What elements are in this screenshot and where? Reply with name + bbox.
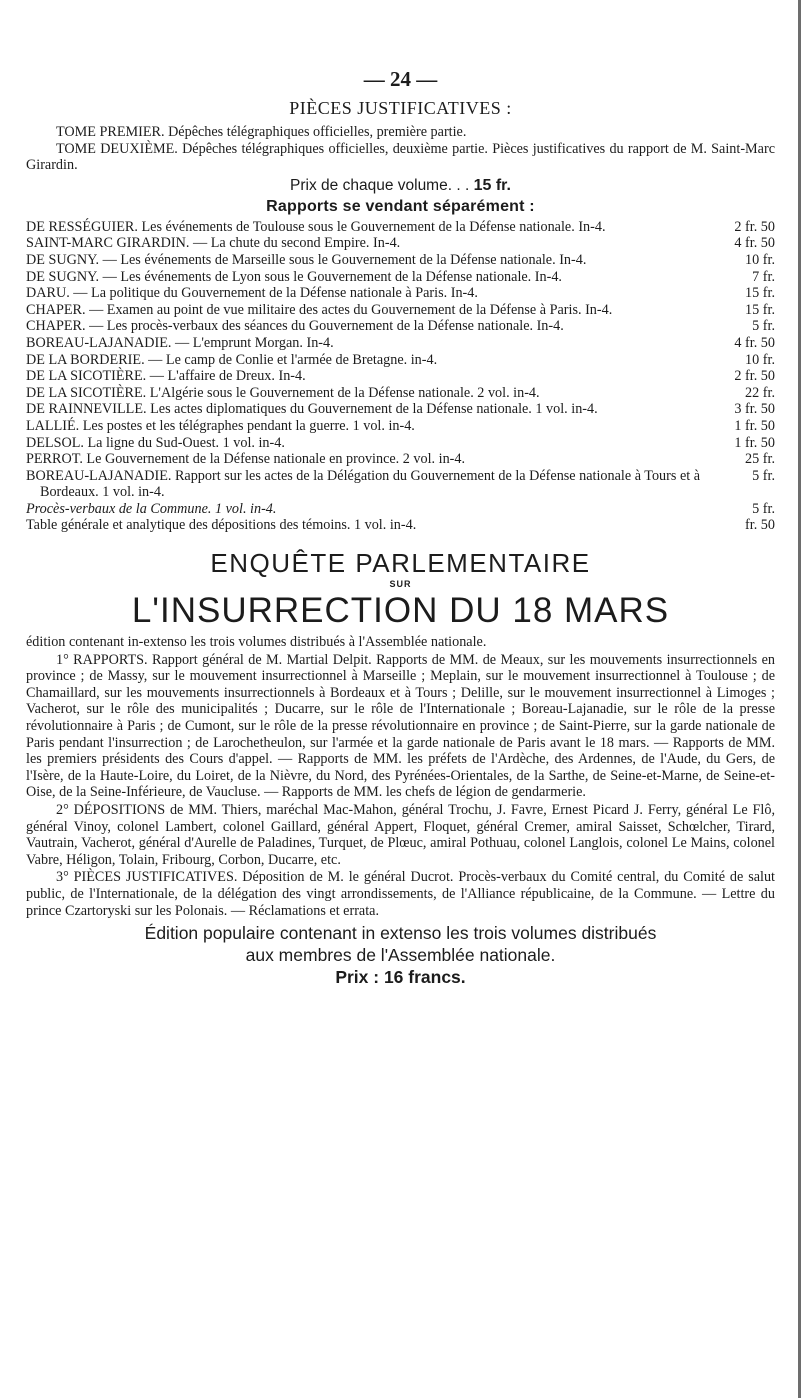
rapport-price: 2 fr. 50: [734, 218, 775, 235]
rapport-title: DE LA SICOTIÈRE. — L'affaire de Dreux. In-4.: [26, 368, 306, 385]
rapport-title: DE SUGNY. — Les événements de Marseille sous le Gouvernement de la Défense nationale. In-4.: [26, 251, 587, 268]
prix-volume-label: Prix de chaque volume. . .: [290, 176, 470, 194]
rapport-title: CHAPER. — Les procès-verbaux des séances du Gouvernement de la Défense nationale. In-4.: [26, 318, 564, 335]
prix-volume-value: 15 fr.: [473, 176, 511, 194]
rapport-item: [26, 468, 775, 501]
rapport-title: PERROT. Le Gouvernement de la Défense nationale en province. 2 vol. in-4.: [26, 451, 466, 468]
rapport-price: 5 fr.: [752, 318, 775, 335]
rapport-title: DE RESSÉGUIER. Les événements de Toulouse sous le Gouvernement de la Défense nationale. In-4.: [26, 218, 606, 235]
rapport-price: 3 fr. 50: [734, 401, 775, 418]
pieces-justificatives-heading: PIÈCES JUSTIFICATIVES :: [289, 98, 512, 118]
rapport-price: 5 fr.: [752, 467, 775, 484]
edition-populaire-line: Édition populaire contenant in extenso les trois volumes distribués: [144, 923, 657, 944]
rapport-item: [26, 451, 775, 468]
rapport-price: 7 fr.: [752, 268, 775, 285]
rapport-title: DE SUGNY. — Les événements de Lyon sous le Gouvernement de la Défense nationale. In-4.: [26, 268, 562, 285]
rapport-item: [26, 368, 775, 385]
rapport-title: DARU. — La politique du Gouvernement de la Défense nationale à Paris. In-4.: [26, 285, 478, 302]
rapport-item: [26, 302, 775, 319]
rapport-price: 25 fr.: [745, 451, 775, 468]
prix-volume: [26, 176, 775, 196]
rapport-price: 4 fr. 50: [734, 334, 775, 351]
rapport-price: 22 fr.: [745, 384, 775, 401]
rapport-item: [26, 318, 775, 335]
rapport-title: BOREAU-LAJANADIE. — L'emprunt Morgan. In-4.: [26, 334, 334, 351]
rapport-price: 10 fr.: [745, 351, 775, 368]
rapport-price: 4 fr. 50: [734, 235, 775, 252]
rapport-item: [26, 418, 775, 435]
rapport-item: [26, 269, 775, 286]
edition-intro: édition contenant in-extenso les trois volumes distribués à l'Assemblée nationale.: [26, 634, 487, 651]
rapport-price: 1 fr. 50: [734, 434, 775, 451]
rapport-price: 15 fr.: [745, 285, 775, 302]
rapport-price: 2 fr. 50: [734, 368, 775, 385]
section-depositions: 2° DÉPOSITIONS de MM. Thiers, maréchal Mac-Mahon, général Trochu, J. Favre, Ernest Picard J. Ferry, général Le Flô, général Vinoy, colonel Lambert, colonel Gaillard, général Appert, Floquet, général Cremer, amiral Saisset, Schœlcher, Tirard, Vautrain, Vacherot, général d'Aurelle de Paladines, Turquet, de Plœuc, amiral Pothuau, colonel Langlois, colonel Le Mains, colonel Vabre, Héligon, Tolain, Fribourg, Corbon, Ducarre, etc.: [26, 802, 775, 868]
section-rapports: 1° RAPPORTS. Rapport général de M. Martial Delpit. Rapports de MM. de Meaux, sur les mouvements insurrectionnels en province ; de Massy, sur le mouvement insurrectionnel à Marseille ; Meplain, sur le mouvement insurrectionnel à Toulouse ; de Chamaillard, sur les mouvements insurrectionnels à Bordeaux et à Tours ; Delille, sur le mouvement insurrectionnel à Limoges ; Vacherot, sur le rôle des municipalités ; Ducarre, sur le rôle de l'Internationale ; Boreau-Lajanadie, sur le rôle de la presse révolutionnaire à Paris ; de Cumont, sur le rôle de la presse révolutionnaire en province ; de Saint-Pierre, sur la garde nationale de Paris pendant l'insurrection ; de Larochetheulon, sur l'armée et la garde nationale de Paris avant le 18 mars. — Rapports de MM. les premiers présidents des Cours d'appel. — Rapports de MM. les préfets de l'Ardèche, des Ardennes, de l'Aude, du Gers, de l'Isère, de la Haute-Loire, du Loiret, de la Nièvre, du Nord, des Pyrénées-Orientales, de la Sarthe, de Seine-et-Marne, de Seine-et-Oise, de la Seine-Inférieure, de Vaucluse. — Rapports de MM. les chefs de légion de gendarmerie.: [26, 651, 775, 801]
rapports-heading: Rapports se vendant séparément :: [266, 197, 535, 215]
rapport-item: [26, 285, 775, 302]
rapport-item: [26, 517, 775, 534]
enquete-heading: ENQUÊTE PARLEMENTAIRE: [210, 548, 591, 579]
rapport-title: CHAPER. — Examen au point de vue militaire des actes du Gouvernement de la Défense à Paris. In-4.: [26, 301, 613, 318]
rapport-title: DE RAINNEVILLE. Les actes diplomatiques du Gouvernement de la Défense nationale. 1 vol. in-4.: [26, 401, 598, 418]
rapport-item: [26, 401, 775, 418]
rapport-item: [26, 335, 775, 352]
rapport-title: LALLIÉ. Les postes et les télégraphes pendant la guerre. 1 vol. in-4.: [26, 417, 415, 434]
rapport-item: [26, 235, 775, 252]
rapport-title: Table générale et analytique des dépositions des témoins. 1 vol. in-4.: [26, 517, 417, 534]
rapport-item: [26, 352, 775, 369]
rapport-price: 10 fr.: [745, 251, 775, 268]
rapport-title: SAINT-MARC GIRARDIN. — La chute du second Empire. In-4.: [26, 235, 401, 252]
rapport-title: DE LA BORDERIE. — Le camp de Conlie et l'armée de Bretagne. in-4.: [26, 351, 438, 368]
insurrection-heading: L'INSURRECTION DU 18 MARS: [131, 591, 670, 631]
rapport-price: fr. 50: [745, 517, 775, 534]
tome-1: TOME PREMIER. Dépêches télégraphiques officielles, première partie.: [56, 124, 467, 140]
rapport-item: [26, 435, 775, 452]
rapport-price: 15 fr.: [745, 301, 775, 318]
rapports-list: [26, 219, 775, 534]
page-number: — 24 —: [363, 67, 438, 91]
sur-label: SUR: [389, 579, 412, 590]
rapport-title: BOREAU-LAJANADIE. Rapport sur les actes de la Délégation du Gouvernement de la Défense nationale à Tours et à Bordeaux. 1 vol. in-4.: [26, 467, 701, 501]
rapport-item: [26, 219, 775, 236]
rapport-item: [26, 252, 775, 269]
rapport-item: [26, 385, 775, 402]
edition-populaire-line-2: aux membres de l'Assemblée nationale.: [245, 945, 556, 966]
rapport-title: DELSOL. La ligne du Sud-Ouest. 1 vol. in-4.: [26, 434, 285, 451]
tome-2: TOME DEUXIÈME. Dépêches télégraphiques officielles, deuxième partie. Pièces justificatives du rapport de M. Saint-Marc Girardin.: [26, 140, 775, 174]
rapport-item: [26, 501, 775, 518]
rapport-title: DE LA SICOTIÈRE. L'Algérie sous le Gouvernement de la Défense nationale. 2 vol. in-4.: [26, 384, 540, 401]
section-pieces: 3° PIÈCES JUSTIFICATIVES. Déposition de M. le général Ducrot. Procès-verbaux du Comité central, du Comité de salut public, de l'Internationale, de la délégation des vingt arrondissements, de l'Alliance républicaine, de la Commune. — Lettre du prince Czartoryski sur les Polonais. — Réclamations et errata.: [26, 869, 775, 919]
final-price: Prix : 16 francs.: [335, 967, 466, 988]
rapport-price: 5 fr.: [752, 500, 775, 517]
rapport-price: 1 fr. 50: [734, 417, 775, 434]
rapport-title: Procès-verbaux de la Commune. 1 vol. in-4.: [26, 500, 277, 517]
